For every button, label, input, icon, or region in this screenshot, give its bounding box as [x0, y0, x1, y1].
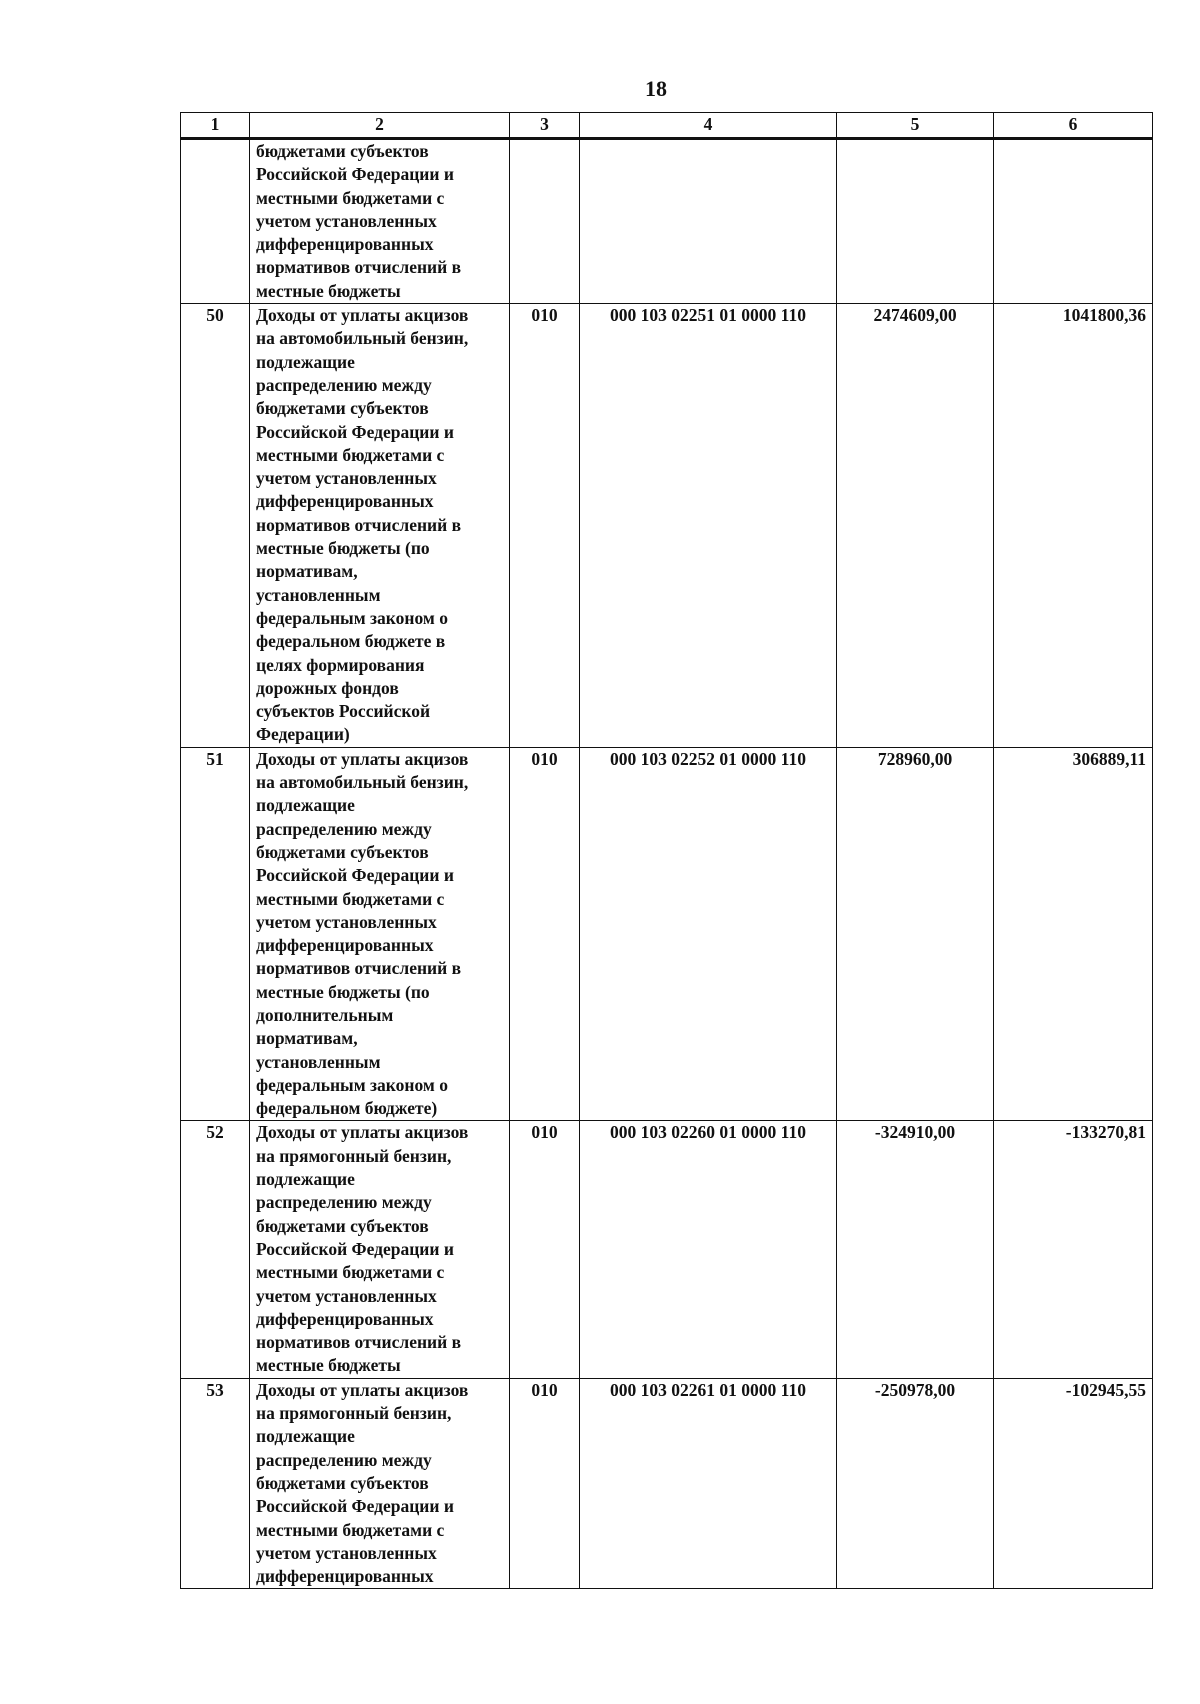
admin-code-cell: 010 [510, 1121, 580, 1378]
description-line: местными бюджетами с [256, 888, 445, 909]
description-line: Российской Федерации и [256, 865, 454, 886]
table-body [181, 139, 1153, 1589]
description-line: местными бюджетами с [256, 444, 445, 465]
description-line: на прямогонный бензин, [256, 1403, 452, 1424]
description-line: местными бюджетами с [256, 187, 445, 208]
description-line: бюджетами субъектов [256, 141, 429, 161]
column-header: 3 [510, 113, 580, 139]
description-line: подлежащие [256, 795, 355, 816]
row-number-cell: 51 [181, 747, 250, 1121]
budget-table [180, 112, 1153, 1589]
description-line: Российской Федерации и [256, 1238, 454, 1259]
description-line: нормативам, [256, 561, 358, 582]
description-line: дифференцированных [256, 1308, 434, 1329]
description-line: местными бюджетами с [256, 1262, 445, 1283]
description-line: распределению между [256, 374, 432, 395]
row-number-cell: 50 [181, 304, 250, 748]
description-cell [250, 747, 510, 1121]
description-line: бюджетами субъектов [256, 1472, 429, 1493]
actual-amount-cell [994, 139, 1153, 304]
description-line: распределению между [256, 1449, 432, 1470]
description-line: Российской Федерации и [256, 421, 454, 442]
admin-code-cell: 010 [510, 747, 580, 1121]
description-line: бюджетами субъектов [256, 1215, 429, 1236]
description-line: на прямогонный бензин, [256, 1145, 452, 1166]
description-line: подлежащие [256, 1426, 355, 1447]
description-line: нормативам, [256, 1028, 358, 1049]
table-row [181, 139, 1153, 304]
description-line: местные бюджеты (по [256, 538, 430, 559]
description-line: установленным [256, 584, 381, 605]
description-line: распределению между [256, 818, 432, 839]
planned-amount-cell: 728960,00 [837, 747, 994, 1121]
description-line: субъектов Российской [256, 701, 431, 722]
column-header: 4 [580, 113, 837, 139]
description-cell [250, 304, 510, 748]
row-number-cell: 52 [181, 1121, 250, 1378]
page-number: 18 [645, 76, 667, 101]
description-line: федеральным законом о [256, 1074, 448, 1095]
description-line: дифференцированных [256, 234, 434, 255]
column-header: 6 [994, 113, 1153, 139]
actual-amount-cell: 1041800,36 [994, 304, 1153, 748]
description-line: Федерации) [256, 724, 350, 745]
description-line: Доходы от уплаты акцизов [256, 1122, 469, 1143]
description-line: установленным [256, 1051, 381, 1072]
description-line: учетом установленных [256, 468, 437, 489]
description-line: местные бюджеты [256, 280, 401, 301]
description-line: Доходы от уплаты акцизов [256, 305, 469, 326]
description-line: бюджетами субъектов [256, 841, 429, 862]
description-cell [250, 1121, 510, 1378]
description-line: целях формирования [256, 654, 425, 675]
row-number-cell [181, 139, 250, 304]
description-line: подлежащие [256, 1169, 355, 1190]
description-line: дифференцированных [256, 1566, 434, 1587]
description-line: федеральным законом о [256, 607, 448, 628]
description-line: местные бюджеты (по [256, 981, 430, 1002]
description-line: учетом установленных [256, 210, 437, 231]
budget-classification-code-cell [580, 139, 837, 304]
description-line: Российской Федерации и [256, 1496, 454, 1517]
description-line: учетом установленных [256, 911, 437, 932]
description-line: распределению между [256, 1192, 432, 1213]
description-line: нормативов отчислений в [256, 1332, 462, 1353]
description-line: местными бюджетами с [256, 1519, 445, 1540]
planned-amount-cell [837, 139, 994, 304]
description-line: на автомобильный бензин, [256, 328, 469, 349]
description-line: дорожных фондов [256, 677, 399, 698]
admin-code-cell [510, 139, 580, 304]
budget-classification-code-cell: 000 103 02261 01 0000 110 [580, 1378, 837, 1589]
column-header: 1 [181, 113, 250, 139]
description-line: учетом установленных [256, 1542, 437, 1563]
row-number-cell: 53 [181, 1378, 250, 1589]
table-row [181, 1378, 1153, 1589]
description-cell [250, 1378, 510, 1589]
description-line: дополнительным [256, 1004, 394, 1025]
budget-classification-code-cell: 000 103 02251 01 0000 110 [580, 304, 837, 748]
description-line: федеральном бюджете в [256, 631, 446, 652]
table-row [181, 1121, 1153, 1378]
admin-code-cell: 010 [510, 304, 580, 748]
description-line: учетом установленных [256, 1285, 437, 1306]
description-line: Российской Федерации и [256, 164, 454, 185]
description-line: подлежащие [256, 351, 355, 372]
table-header-row [181, 113, 1153, 139]
table-row [181, 304, 1153, 748]
description-line: бюджетами субъектов [256, 398, 429, 419]
column-header: 5 [837, 113, 994, 139]
admin-code-cell: 010 [510, 1378, 580, 1589]
description-line: на автомобильный бензин, [256, 772, 469, 793]
description-line: нормативов отчислений в [256, 257, 462, 278]
description-line: дифференцированных [256, 491, 434, 512]
planned-amount-cell: -250978,00 [837, 1378, 994, 1589]
description-line: нормативов отчислений в [256, 958, 462, 979]
planned-amount-cell: -324910,00 [837, 1121, 994, 1378]
column-header: 2 [250, 113, 510, 139]
description-line: местные бюджеты [256, 1355, 401, 1376]
budget-classification-code-cell: 000 103 02252 01 0000 110 [580, 747, 837, 1121]
budget-classification-code-cell: 000 103 02260 01 0000 110 [580, 1121, 837, 1378]
planned-amount-cell: 2474609,00 [837, 304, 994, 748]
actual-amount-cell: -133270,81 [994, 1121, 1153, 1378]
description-line: нормативов отчислений в [256, 514, 462, 535]
actual-amount-cell: -102945,55 [994, 1378, 1153, 1589]
actual-amount-cell: 306889,11 [994, 747, 1153, 1121]
description-line: Доходы от уплаты акцизов [256, 748, 469, 769]
description-line: Доходы от уплаты акцизов [256, 1379, 469, 1400]
description-line: федеральном бюджете) [256, 1098, 438, 1119]
description-cell [250, 139, 510, 304]
table-row [181, 747, 1153, 1121]
description-line: дифференцированных [256, 935, 434, 956]
